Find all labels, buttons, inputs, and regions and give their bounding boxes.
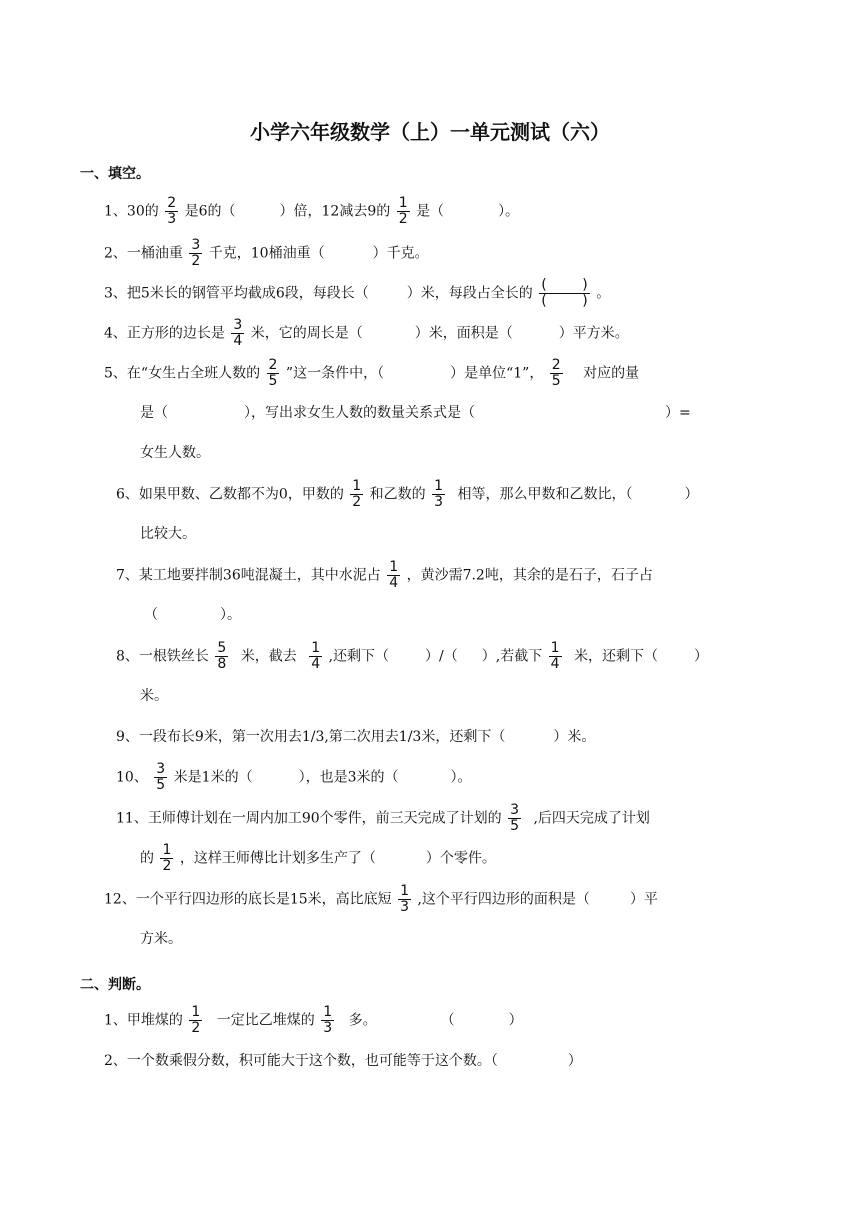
question-1 — [104, 196, 519, 226]
fraction: $\frac{1}{2}$ — [191, 1004, 201, 1036]
question-text: ） — [508, 1012, 523, 1029]
question-12 — [104, 884, 658, 914]
question-text: 米，它的周长是（ — [250, 325, 363, 342]
question-text: ,后四天完成了计划 — [533, 810, 650, 827]
judgement-2 — [104, 1046, 582, 1076]
question-text: 是（ — [140, 405, 168, 421]
question-number: 10、 — [116, 769, 148, 786]
fraction: $\frac{3}{4}$ — [233, 317, 243, 349]
question-text: 一段布长9米，第一次用去1/3,第二次用去1/3米，还剩下（ — [138, 729, 506, 745]
question-text: ），写出求女生人数的数量关系式是（ — [244, 405, 475, 421]
fraction: $\frac{1}{4}$ — [311, 640, 321, 672]
question-text: 千克，10桶油重（ — [208, 245, 325, 262]
question-text: 相等，那么甲数和乙数比，（ — [457, 486, 633, 503]
question-text: ），也是3米的（ — [298, 769, 399, 786]
fraction-blank[interactable]: $\frac{( )}{( )}$ — [541, 277, 588, 309]
question-text: 的 — [140, 850, 154, 867]
question-10 — [116, 762, 472, 792]
question-text: ，这样王师傅比计划多生产了（ — [179, 850, 376, 867]
question-text: ）是单位“1”， — [450, 365, 544, 382]
question-text: （ — [144, 607, 158, 623]
question-text: ）平 — [629, 891, 658, 908]
question-text: 和乙数的 — [369, 486, 426, 503]
fraction: $\frac{1}{2}$ — [398, 195, 408, 227]
fraction: $\frac{1}{3}$ — [400, 883, 410, 915]
fraction: $\frac{1}{2}$ — [352, 478, 362, 510]
question-text: 如果甲数、乙数都不为0，甲数的 — [138, 486, 344, 503]
question-text: ）米，每段占全长的 — [406, 285, 533, 302]
question-number: 3、 — [104, 285, 127, 302]
question-text: ,这个平行四边形的面积是（ — [417, 891, 590, 908]
question-text: 是6的（ — [184, 203, 236, 220]
question-text: 多。 — [348, 1012, 377, 1029]
question-5 — [104, 358, 639, 388]
question-number: 1、 — [104, 1012, 127, 1029]
question-11-cont — [140, 843, 496, 873]
question-text: 米，截去 — [240, 648, 297, 665]
question-8 — [116, 641, 708, 671]
question-7-cont — [144, 600, 241, 630]
judgement-1 — [104, 1005, 523, 1035]
question-6 — [116, 479, 699, 509]
fraction: $\frac{1}{3}$ — [434, 478, 444, 510]
fraction: $\frac{3}{5}$ — [510, 802, 520, 834]
question-text: ）= — [665, 405, 691, 421]
question-text: 米，还剩下（ — [574, 648, 659, 665]
question-text: ）。 — [498, 203, 520, 220]
question-number: 11、 — [116, 810, 148, 827]
question-text: ”这一条件中，（ — [285, 365, 385, 382]
question-number: 5、 — [104, 365, 127, 382]
fraction: $\frac{3}{2}$ — [191, 237, 201, 269]
question-text: 方米。 — [140, 931, 182, 947]
page-title: 小学六年级数学（上）一单元测试（六） — [250, 120, 610, 144]
fraction: $\frac{1}{4}$ — [389, 559, 399, 591]
question-text: ） — [684, 486, 699, 503]
question-8-cont — [140, 681, 168, 711]
question-number: 1、 — [104, 203, 127, 220]
question-text: 一桶油重 — [126, 245, 183, 262]
fraction: $\frac{3}{5}$ — [156, 761, 166, 793]
question-text: ）。 — [450, 769, 472, 786]
question-text: 女生人数。 — [140, 445, 210, 461]
fraction: $\frac{1}{3}$ — [323, 1004, 333, 1036]
question-number: 9、 — [116, 729, 139, 745]
fraction: $\frac{2}{5}$ — [551, 357, 561, 389]
question-5-cont — [140, 398, 691, 428]
question-3 — [104, 278, 610, 308]
question-text: 把5米长的钢管平均截成6段，每段长（ — [126, 285, 369, 302]
question-text: 米。 — [140, 688, 168, 704]
question-text: ）倍，12减去9的 — [279, 203, 391, 220]
question-text: 王师傅计划在一周内加工90个零件，前三天完成了计划的 — [147, 810, 502, 827]
question-number: 6、 — [116, 486, 139, 503]
question-text: 某工地要拌制36吨混凝土，其中水泥占 — [138, 567, 381, 584]
question-text: ）/（ — [425, 648, 458, 665]
question-text: ）平方米。 — [558, 325, 629, 342]
question-11 — [116, 803, 650, 833]
question-text: ）,若截下 — [481, 648, 543, 665]
question-5-cont2 — [140, 438, 210, 468]
question-text: ）米，面积是（ — [414, 325, 513, 342]
question-text: 是（ — [416, 203, 445, 220]
question-text: ，黄沙需7.2吨，其余的是石子，石子占 — [406, 567, 653, 584]
question-12-cont — [140, 924, 182, 954]
question-text: 正方形的边长是 — [126, 325, 225, 342]
question-text: 在“女生占全班人数的 — [126, 365, 261, 382]
question-text: ）米。 — [553, 729, 596, 745]
question-text: 比较大。 — [140, 526, 196, 542]
fraction: $\frac{1}{2}$ — [162, 842, 172, 874]
question-text: ,还剩下（ — [328, 648, 390, 665]
question-9 — [116, 722, 595, 752]
question-number: 2、 — [104, 1053, 127, 1069]
question-number: 12、 — [104, 891, 136, 908]
question-text: （ — [440, 1012, 455, 1029]
question-text: 对应的量 — [583, 365, 640, 382]
question-text: 30的 — [126, 203, 159, 220]
question-text: ） — [567, 1053, 582, 1069]
question-text: 一根铁丝长 — [138, 648, 209, 665]
section-fill-blank-heading: 一、填空。 — [80, 166, 150, 182]
question-6-cont — [140, 519, 196, 549]
fraction: $\frac{1}{4}$ — [550, 640, 560, 672]
question-text: 米是1米的（ — [173, 769, 253, 786]
question-text: 甲堆煤的 — [126, 1012, 183, 1029]
fraction: $\frac{5}{8}$ — [217, 640, 227, 672]
question-text: 。 — [596, 285, 611, 302]
question-text: ）个零件。 — [425, 850, 496, 867]
question-number: 2、 — [104, 245, 127, 262]
question-4 — [104, 318, 629, 348]
fraction: $\frac{2}{5}$ — [268, 357, 278, 389]
question-number: 8、 — [116, 648, 139, 665]
question-number: 4、 — [104, 325, 127, 342]
section-true-false-heading: 二、判断。 — [80, 977, 150, 993]
question-2 — [104, 238, 429, 268]
question-text: ）。 — [220, 607, 241, 623]
question-text: 一个平行四边形的底长是15米，高比底短 — [135, 891, 392, 908]
fraction: $\frac{2}{3}$ — [167, 195, 177, 227]
question-text: ）千克。 — [372, 245, 429, 262]
question-text: ） — [694, 648, 709, 665]
question-text: 一定比乙堆煤的 — [216, 1012, 315, 1029]
question-text: 一个数乘假分数，积可能大于这个数，也可能等于这个数。（ — [126, 1053, 498, 1069]
question-7 — [116, 560, 653, 590]
question-number: 7、 — [116, 567, 139, 584]
